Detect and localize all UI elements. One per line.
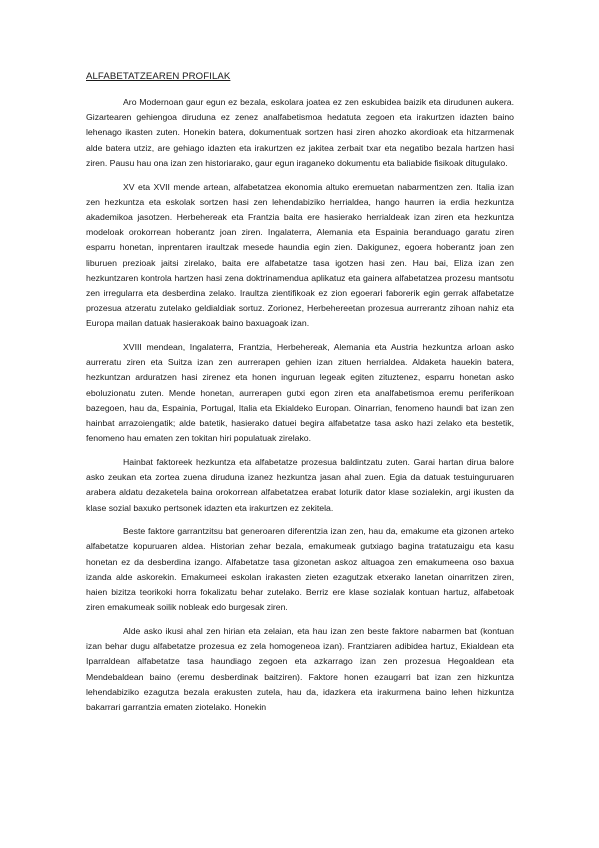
paragraph-6: Alde asko ikusi ahal zen hirian eta zelaian, eta hau izan zen beste faktore nabarmen bat (kontuan izan behar dugu alfabetatze prozesua ez zela homogeneoa izan). Frantziaren adibidea hartuz, Ekialdean eta Iparraldean alfabetatze tasa haundiago zegoen eta azkarrago izan zen prozesua Hegoaldean eta Mendebaldean baino (eremu desberdinak baitziren). Faktore honen ezaugarri bat izan zen hizkuntza lehendabiziko ezagutza bezala erakusten zutela, hau da, idazkera eta irakurmena baino lehen hizkuntza bakarrari garrantzia ematen ziotelako. Honekin <box>86 626 514 713</box>
paragraph-5: Beste faktore garrantzitsu bat generoaren diferentzia izan zen, hau da, emakume eta gizonen arteko alfabetatze kopuruaren aldea. Historian zehar bezala, emakumeak gutxiago bagina tratatuzaigu eta kasu honetan ez da desberdina izango. Alfabetatze tasa gizonetan askoz altuagoa zen emakumeena oso baxua izanda alde askorekin. Emakumeei eskolan irakasten zieten ezagutzak etxerako lanetan oinarritzen ziren, haien bizitza teorikoki horra fokalizatu behar zutelako. Berriz ere klase sozialak kontuan hartuz, alfabetoak ziren emakumeak soilik nobleak edo burgesak ziren. <box>86 526 514 613</box>
paragraph-2: XV eta XVII mende artean, alfabetatzea ekonomia altuko eremuetan nabarmentzen zen. Italia izan zen hezkuntza eta eskolak sortzen hasi zen lehendabiziko herrialdea, hango haurren ia erdia hezkuntza akademikoa jasotzen. Herbehereak eta Frantzia baita ere hasierako herrialdeak izan ziren eta hezkuntza modeloak orokorrean hoberantz joan ziren. Ingalaterra, Alemania eta Espainia beranduago garatu ziren esparru honetan, inprentaren iraultzak mesede haundia egin zien. Dakigunez, egoera hoberantz joan zen liburuen prezioak jaitsi zirelako, baita ere alfabetatze tasa igotzen hasi zen. Hau bai, Eliza izan zen hezkuntzaren kontrola hartzen hasi zena doktrinamendua aplikatuz eta gainera alfabetatzea prozesu mantsotu zen irregularra eta desberdina zelako. Iraultza zientifikoak ez zion egoerari faborerik egin gerrak alfabetatze prozesua atzeratu zutelako geldialdiak sortuz. Zorionez, Herbehereetan prozesua aurrerantz zihoan nahiz eta Europa mailan datuak hasierakoak baino baxuagoak izan. <box>86 181 514 329</box>
paragraph-3: XVIII mendean, Ingalaterra, Frantzia, Herbehereak, Alemania eta Austria hezkuntza arloan asko aurreratu ziren eta Suitza izan zen aurrerapen gehien izan zituen herrialdea. Aldaketa hauekin batera, hezkuntzan arduratzen hasi zirenez eta honen inguruan legeak egiten zituztenez, esparru honetan asko eboluzionatu zuten. Mende honetan, aurrerapen gutxi egon ziren eta analfabetismoa eremu periferikoan bazegoen, hau da, Espainia, Portugal, Italia eta Ekialdeko Europan. Oinarrian, fenomeno haundi bat izan zen hainbat arrazoiengatik; alde batetik, hasierako datuei begira alfabetatze tasa asko hazi zelako eta bestetik, fenomeno hau ematen zen tokitan hiri populatuak zirelako. <box>86 342 514 444</box>
document-title: ALFABETATZEAREN PROFILAK <box>86 71 231 82</box>
paragraph-4: Hainbat faktoreek hezkuntza eta alfabetatze prozesua baldintzatu zuten. Garai hartan dirua balore asko zeukan eta zortea zuena diruduna izanez hezkuntza jasan ahal zuen. Egia da datuak testuinguruaren arabera aldatu dezaketela baina orokorrean alfabetatzea erabat loturik dator klase sozialekin, argi ikusten da klase sozial baxuko pertsonek idazten eta irakurtzen ez zekitela. <box>86 456 514 513</box>
paragraph-1: Aro Modernoan gaur egun ez bezala, eskolara joatea ez zen eskubidea baizik eta dirudunen aukera. Gizartearen gehiengoa diruduna ez zenez analfabetismoa hedatuta zegoen eta irakurtzen idazten baino lehenago ikasten zuten. Honekin batera, dokumentuak sortzen hasi ziren ahozko akordioak eta hitzarmenak alde batera utziz, are gehiago idazten eta irakurtzen ez jakitea zerbait txar eta negatibo bezala hartzen hasi ziren. Pausu hau ona izan zen historiarako, gaur egun iraganeko dokumentu eta baliabide fisikoak ditugulako. <box>86 97 514 168</box>
document-body <box>86 95 514 724</box>
